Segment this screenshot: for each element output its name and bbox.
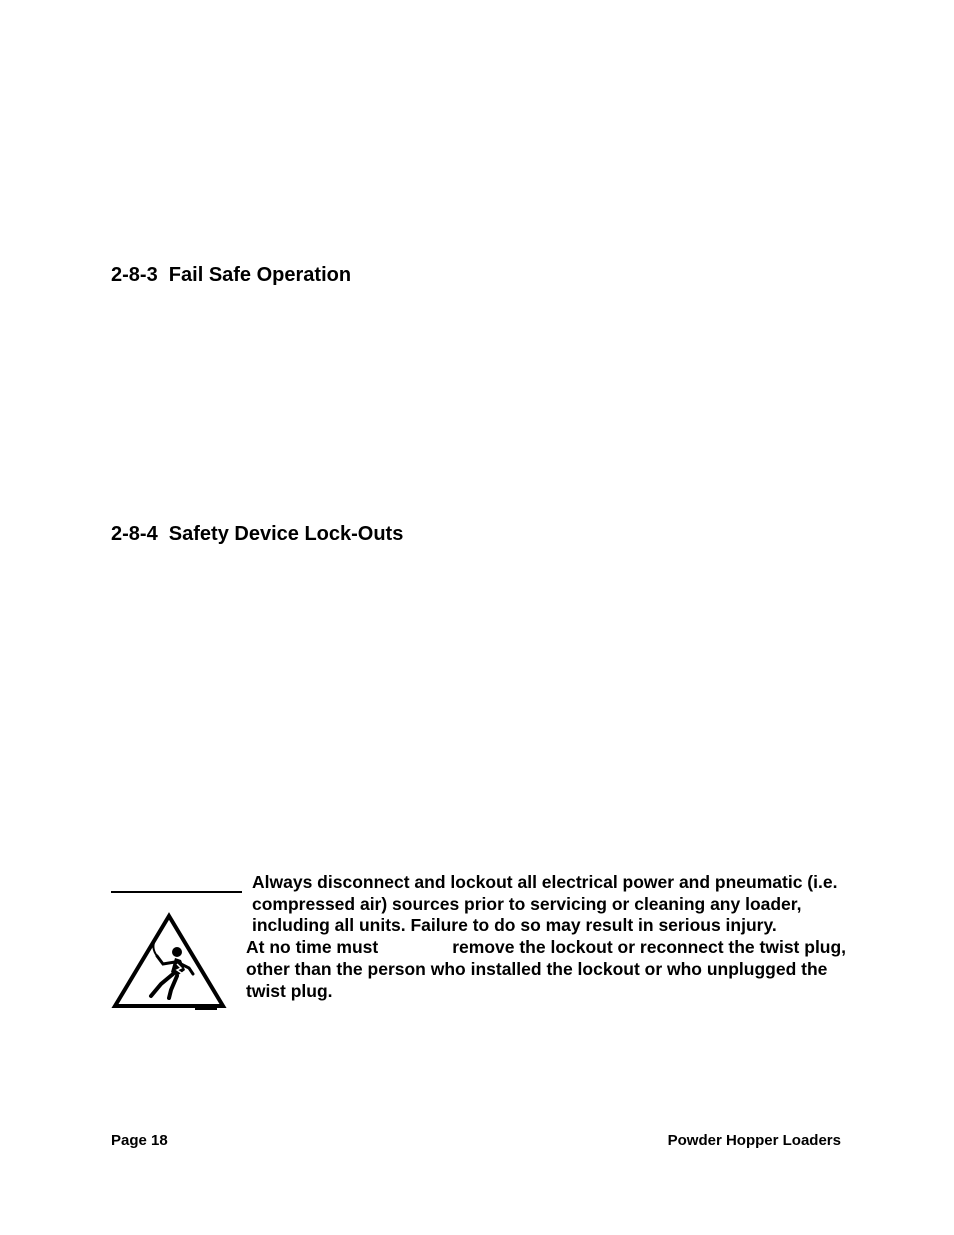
warning-paragraph-start: At no time must (246, 937, 379, 958)
warning-paragraph-no-removal (246, 937, 856, 1002)
electrical-shock-hazard-icon (111, 912, 227, 1016)
warning-text-block (246, 872, 856, 1002)
page-number: Page 18 (111, 1132, 168, 1149)
warning-label-rule (111, 891, 242, 893)
document-title-footer: Powder Hopper Loaders (667, 1132, 841, 1149)
warning-paragraph-lockout: Always disconnect and lockout all electrical power and pneumatic (i.e. compressed air) sources prior to servicing or cleaning any loader, including all units. Failure to do so may result in serious injury. (252, 872, 838, 936)
section-heading-fail-safe-operation: 2-8-3 Fail Safe Operation (111, 264, 352, 286)
warning-paragraph-end: remove the lockout or reconnect the twist plug, other than the person who installed the lockout or who unplugged the twist plug. (246, 937, 847, 1001)
section-heading-safety-device-lockouts: 2-8-4 Safety Device Lock-Outs (111, 523, 404, 545)
